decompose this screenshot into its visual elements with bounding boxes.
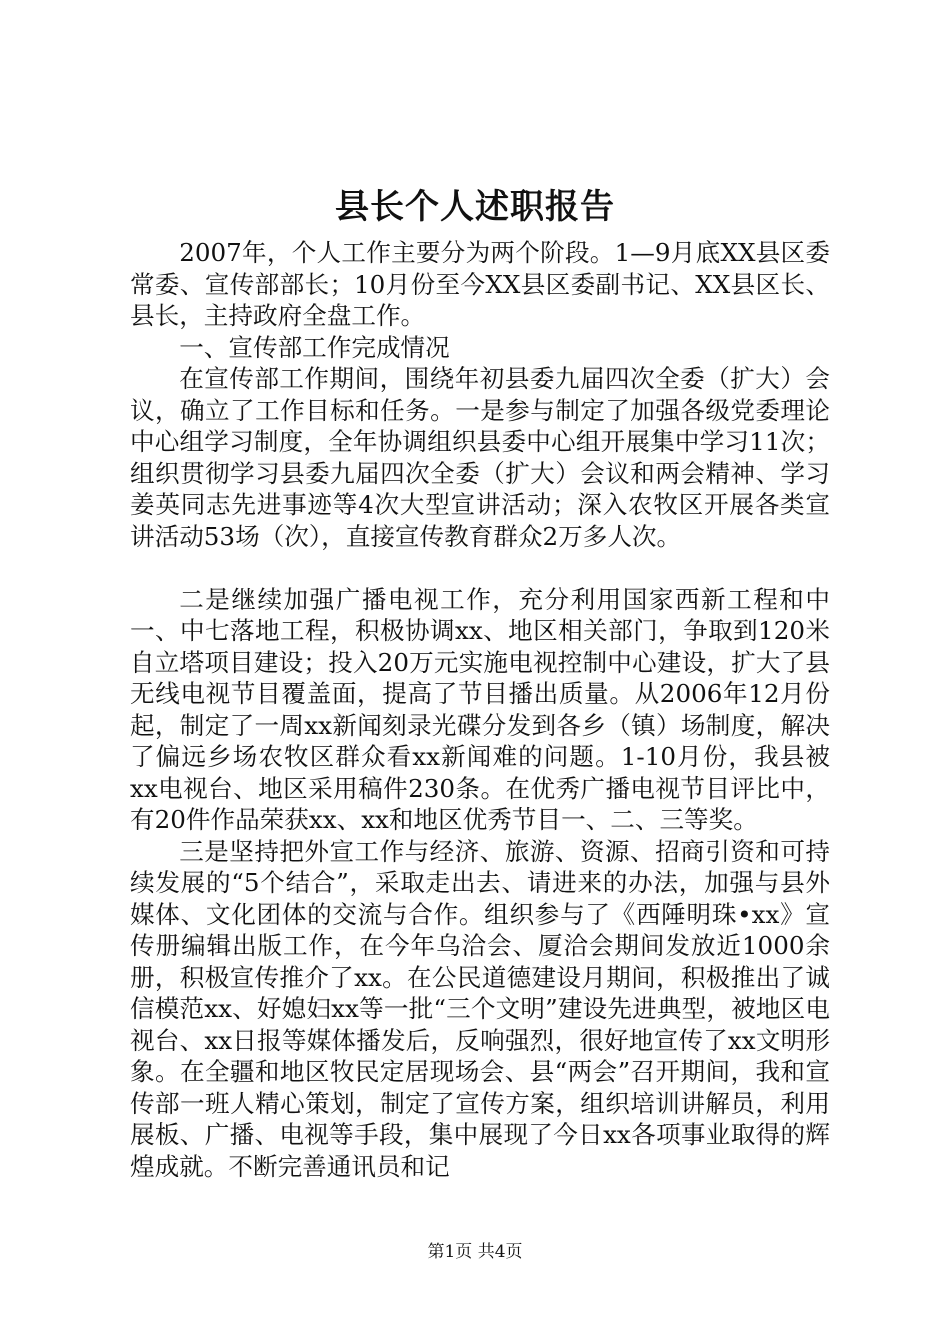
- section-heading: 一、宣传部工作完成情况: [179, 332, 450, 362]
- document-body: [130, 237, 830, 1182]
- paragraph-item-two: 二是继续加强广播电视工作，充分利用国家西新工程和中一、中七落地工程，积极协调xx、地区相关部门，争取到120米自立塔项目建设；投入20万元实施电视控制中心建设，扩大了县无线电视节目覆盖面，提高了节目播出质量。从2006年12月份起，制定了一周xx新闻刻录光碟分发到各乡（镇）场制度，解决了偏远乡场农牧区群众看xx新闻难的问题。1-10月份，我县被xx电视台、地区采用稿件230条。在优秀广播电视节目评比中，有20件作品荣获xx、xx和地区优秀节目一、二、三等奖。: [130, 584, 830, 834]
- paragraph-item-one: 在宣传部工作期间，围绕年初县委九届四次全委（扩大）会议，确立了工作目标和任务。一是参与制定了加强各级党委理论中心组学习制度，全年协调组织县委中心组开展集中学习11次；组织贯彻学习县委九届四次全委（扩大）会议和两会精神、学习姜英同志先进事迹等4次大型宣讲活动；深入农牧区开展各类宣讲活动53场（次），直接宣传教育群众2万多人次。: [130, 364, 830, 551]
- page-number-footer: 第1页 共4页: [427, 1242, 523, 1262]
- paragraph-intro: 2007年，个人工作主要分为两个阶段。1—9月底XX县区委常委、宣传部部长；10月份至今XX县区委副书记、XX县区长、县长，主持政府全盘工作。: [130, 238, 830, 330]
- paragraph-item-three: 三是坚持把外宣工作与经济、旅游、资源、招商引资和可持续发展的“5个结合”，采取走出去、请进来的办法，加强与县外媒体、文化团体的交流与合作。组织参与了《西陲明珠•xx》宣传册编辑出版工作，在今年乌洽会、厦洽会期间发放近1000余册，积极宣传推介了xx。在公民道德建设月期间，积极推出了诚信模范xx、好媳妇xx等一批“三个文明”建设先进典型，被地区电视台、xx日报等媒体播发后，反响强烈，很好地宣传了xx文明形象。在全疆和地区牧民定居现场会、县“两会”召开期间，我和宣传部一班人精心策划，制定了宣传方案，组织培训讲解员，利用展板、广播、电视等手段，集中展现了今日xx各项事业取得的辉煌成就。不断完善通讯员和记: [130, 836, 830, 1181]
- document-title: 县长个人述职报告: [335, 187, 615, 227]
